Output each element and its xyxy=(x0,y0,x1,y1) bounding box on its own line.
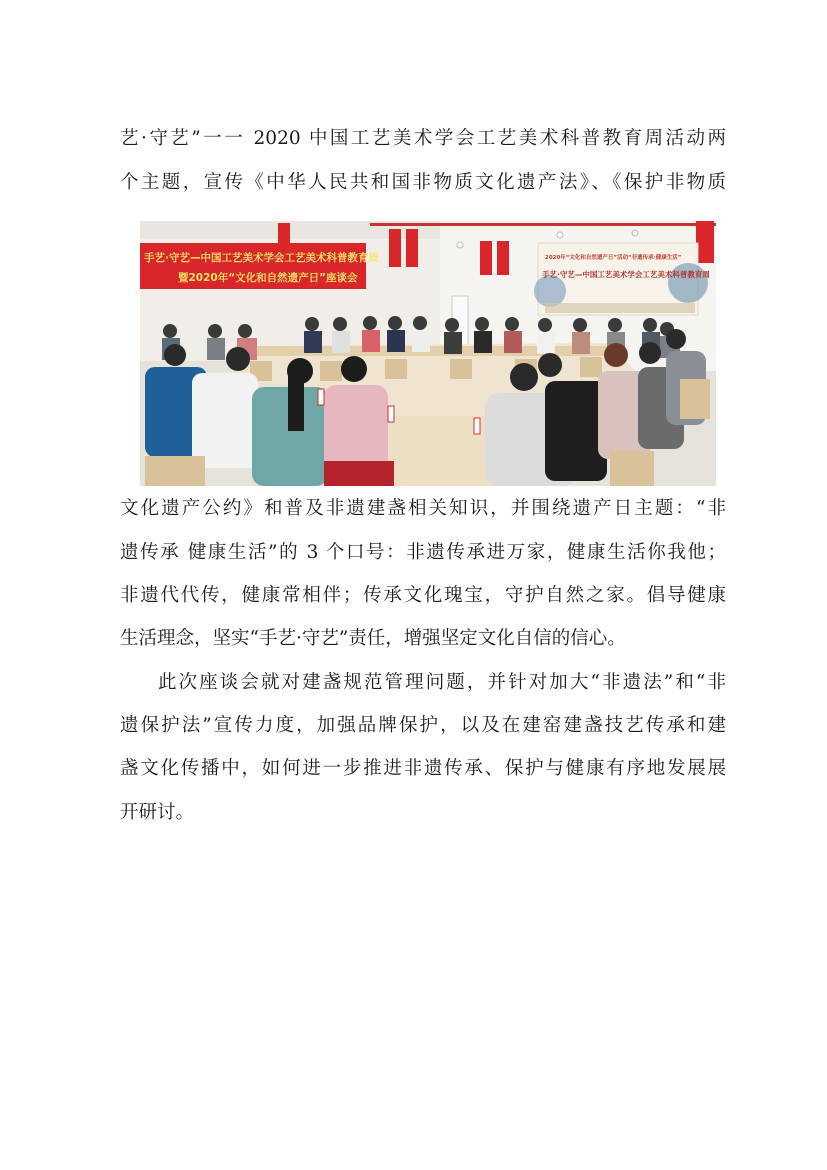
paragraph-2-line-2: 遗传承 健康生活”的 3 个口号：非遗传承进万家，健康生活你我他； xyxy=(120,542,726,563)
meeting-photo xyxy=(140,221,716,486)
paragraph-3-line-2: 遗保护法”宣传力度，加强品牌保护，以及在建窑建盏技艺传承和建 xyxy=(120,715,726,736)
paragraph-2-line-1: 文化遗产公约》和普及非遗建盏相关知识，并围绕遗产日主题：“非 xyxy=(120,498,726,519)
paragraph-3-line-4: 开研讨。 xyxy=(120,802,195,823)
banner-subtitle: 暨2020年“文化和自然遗产日”座谈会 xyxy=(178,272,358,284)
banner-title: 手艺·守艺—中国工艺美术学会工艺美术科普教育周 xyxy=(144,252,379,264)
paragraph-1-line-1: 艺·守艺”一一 2020 中国工艺美术学会工艺美术科普教育周活动两 xyxy=(120,128,726,149)
paragraph-3-line-1: 此次座谈会就对建盏规范管理问题，并针对加大“非遗法”和“非 xyxy=(158,672,726,693)
paragraph-2-line-4: 生活理念，坚实“手艺·守艺”责任，增强坚定文化自信的信心。 xyxy=(120,628,626,649)
backdrop-subtitle: 手艺·守艺—中国工艺美术学会工艺美术科普教育周 xyxy=(542,270,710,279)
backdrop-title: 2020年“文化和自然遗产日”活动“非遗传承·健康生活” xyxy=(545,255,682,261)
paragraph-2-line-3: 非遗代代传，健康常相伴；传承文化瑰宝，守护自然之家。倡导健康 xyxy=(120,585,726,606)
paragraph-1-line-2: 个主题，宣传《中华人民共和国非物质文化遗产法》、《保护非物质 xyxy=(120,172,726,193)
paragraph-3-line-3: 盏文化传播中，如何进一步推进非遗传承、保护与健康有序地发展展 xyxy=(120,758,726,779)
